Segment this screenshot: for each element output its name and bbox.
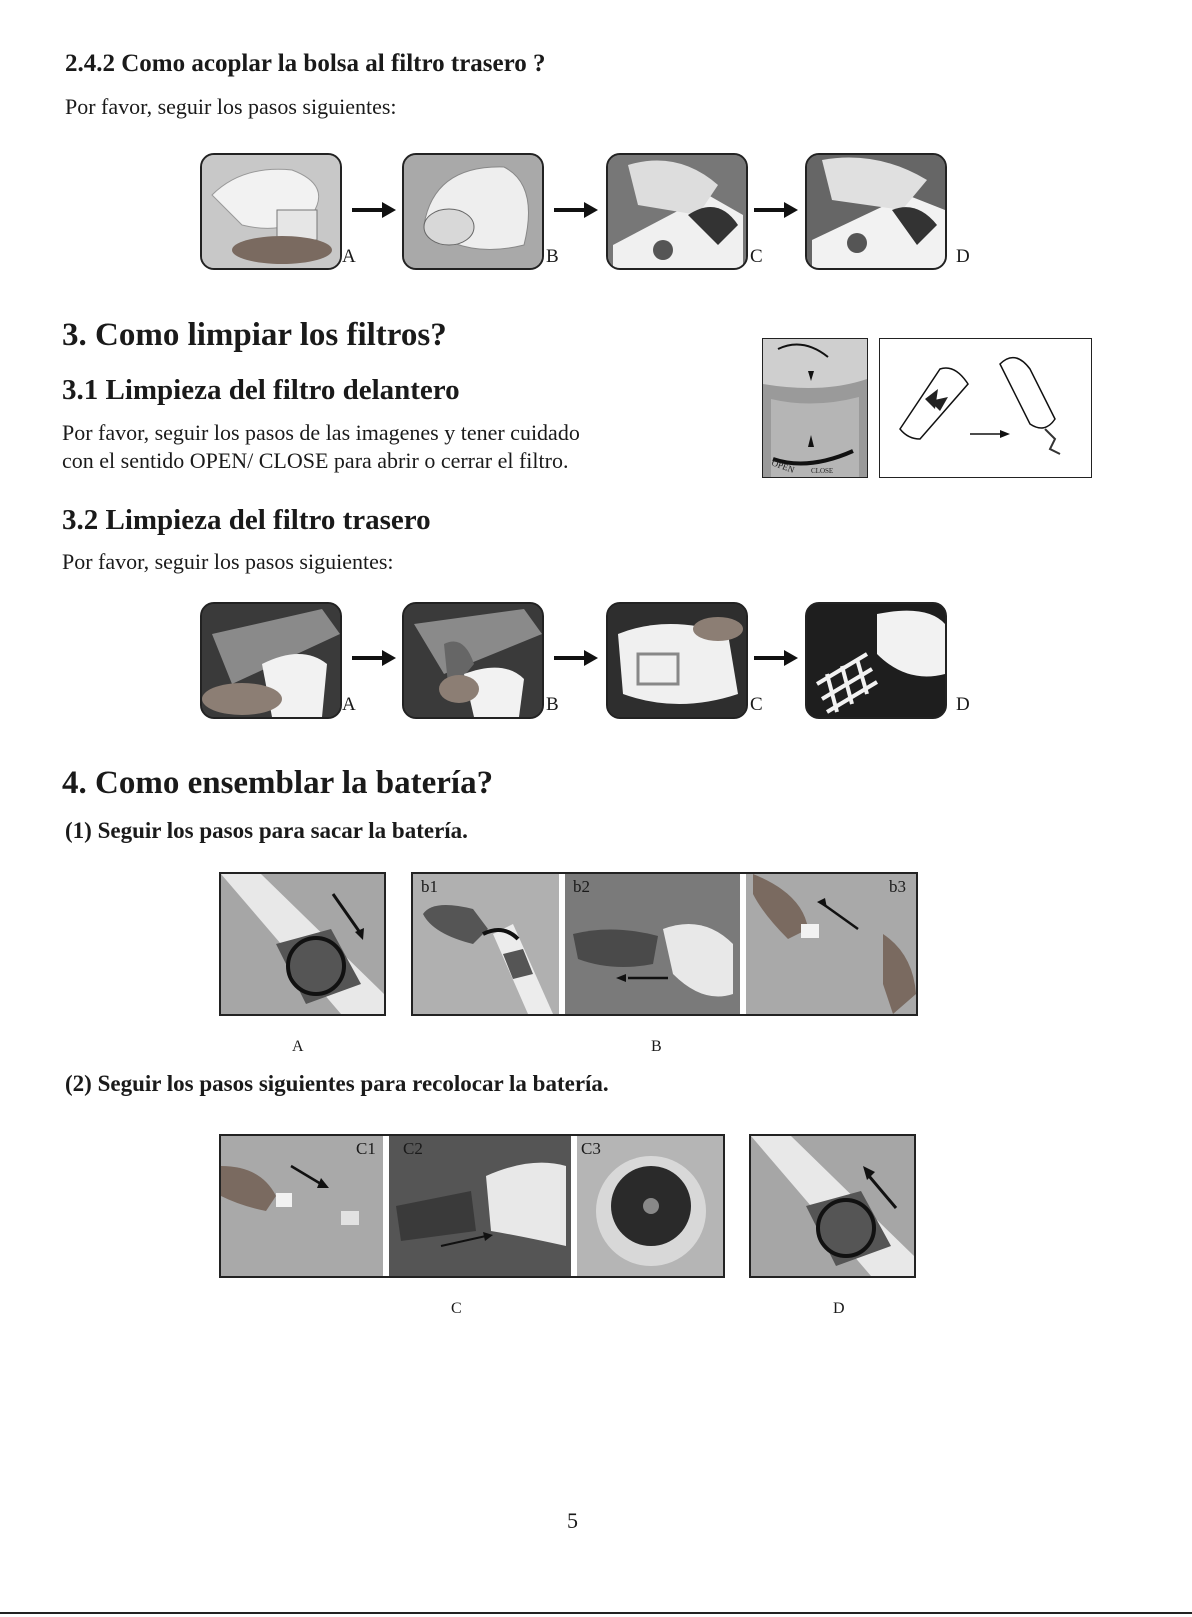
panel-divider <box>383 1136 389 1276</box>
step-photo-b <box>402 153 544 270</box>
section-3-1-text-line2: con el sentido OPEN/ CLOSE para abrir o cerrar el filtro. <box>62 448 569 473</box>
panel-label-b3: b3 <box>889 877 906 896</box>
arrow-right-icon <box>352 648 396 668</box>
rear-step-label-d: D <box>956 694 970 715</box>
filter-rotate-illustration <box>763 339 867 477</box>
step-label-a: A <box>342 246 356 267</box>
front-filter-empty-drawing <box>879 338 1092 478</box>
close-label: CLOSE <box>811 467 834 475</box>
battery-replace-sequence-illustration <box>221 1136 723 1276</box>
step-photo-a <box>200 153 342 270</box>
section-3-2-title: 3.2 Limpieza del filtro trasero <box>62 504 431 536</box>
rear-step-photo-b <box>402 602 544 719</box>
rear-filter-c-illustration <box>608 604 746 717</box>
section-4-title: 4. Como ensemblar la batería? <box>62 765 494 801</box>
arrow-right-icon <box>754 648 798 668</box>
replace-caption-d: D <box>833 1300 845 1317</box>
bag-closed-illustration <box>404 155 542 268</box>
replace-photo-c <box>219 1134 725 1278</box>
step-label-c: C <box>750 246 763 267</box>
panel-divider <box>559 874 565 1014</box>
replace-battery-title: (2) Seguir los pasos siguientes para recolocar la batería. <box>65 1071 609 1096</box>
open-label: OPEN <box>770 457 796 475</box>
rear-step-label-c: C <box>750 694 763 715</box>
rear-step-photo-d <box>805 602 947 719</box>
section-3-title: 3. Como limpiar los filtros? <box>62 317 447 353</box>
arrow-right-icon <box>352 200 396 220</box>
panel-divider <box>740 874 746 1014</box>
bag-mount-illustration <box>608 155 746 268</box>
remove-photo-a <box>219 872 386 1016</box>
panel-label-c1: C1 <box>356 1139 376 1158</box>
remove-battery-title: (1) Seguir los pasos para sacar la batería. <box>65 818 468 843</box>
rear-step-photo-c <box>606 602 748 719</box>
section-3-1-title: 3.1 Limpieza del filtro delantero <box>62 374 460 406</box>
front-filter-open-close-photo <box>762 338 868 478</box>
filter-emptying-illustration <box>880 339 1091 477</box>
panel-label-b1: b1 <box>421 877 438 896</box>
replace-photo-d <box>749 1134 916 1278</box>
panel-divider <box>571 1136 577 1276</box>
bag-hand-illustration <box>202 155 340 268</box>
panel-label-c2: C2 <box>403 1139 423 1158</box>
battery-cap-close-illustration <box>751 1136 914 1276</box>
remove-photo-b <box>411 872 918 1016</box>
arrow-right-icon <box>554 200 598 220</box>
step-photo-c <box>606 153 748 270</box>
section-3-2-intro: Por favor, seguir los pasos siguientes: <box>62 549 394 574</box>
arrow-right-icon <box>754 200 798 220</box>
rear-step-photo-a <box>200 602 342 719</box>
rear-step-label-a: A <box>342 694 356 715</box>
panel-label-b2: b2 <box>573 877 590 896</box>
section-2-4-2-intro: Por favor, seguir los pasos siguientes: <box>65 94 397 119</box>
panel-label-c3: C3 <box>581 1139 601 1158</box>
step-label-d: D <box>956 246 970 267</box>
arrow-right-icon <box>554 648 598 668</box>
remove-caption-a: A <box>292 1038 304 1055</box>
step-photo-d <box>805 153 947 270</box>
remove-caption-b: B <box>651 1038 662 1055</box>
bag-mounted-illustration <box>807 155 945 268</box>
battery-cap-illustration <box>221 874 384 1014</box>
rear-filter-b-illustration <box>404 604 542 717</box>
rear-filter-a-illustration <box>202 604 340 717</box>
section-3-1-text-line1: Por favor, seguir los pasos de las imagenes y tener cuidado <box>62 420 580 445</box>
rear-step-label-b: B <box>546 694 559 715</box>
page-bottom-rule <box>0 1612 1192 1614</box>
battery-remove-sequence-illustration <box>413 874 916 1014</box>
replace-caption-c: C <box>451 1300 462 1317</box>
rear-filter-d-illustration <box>807 604 945 717</box>
section-2-4-2-title: 2.4.2 Como acoplar la bolsa al filtro trasero ? <box>65 50 546 77</box>
step-label-b: B <box>546 246 559 267</box>
page-number: 5 <box>567 1508 578 1533</box>
